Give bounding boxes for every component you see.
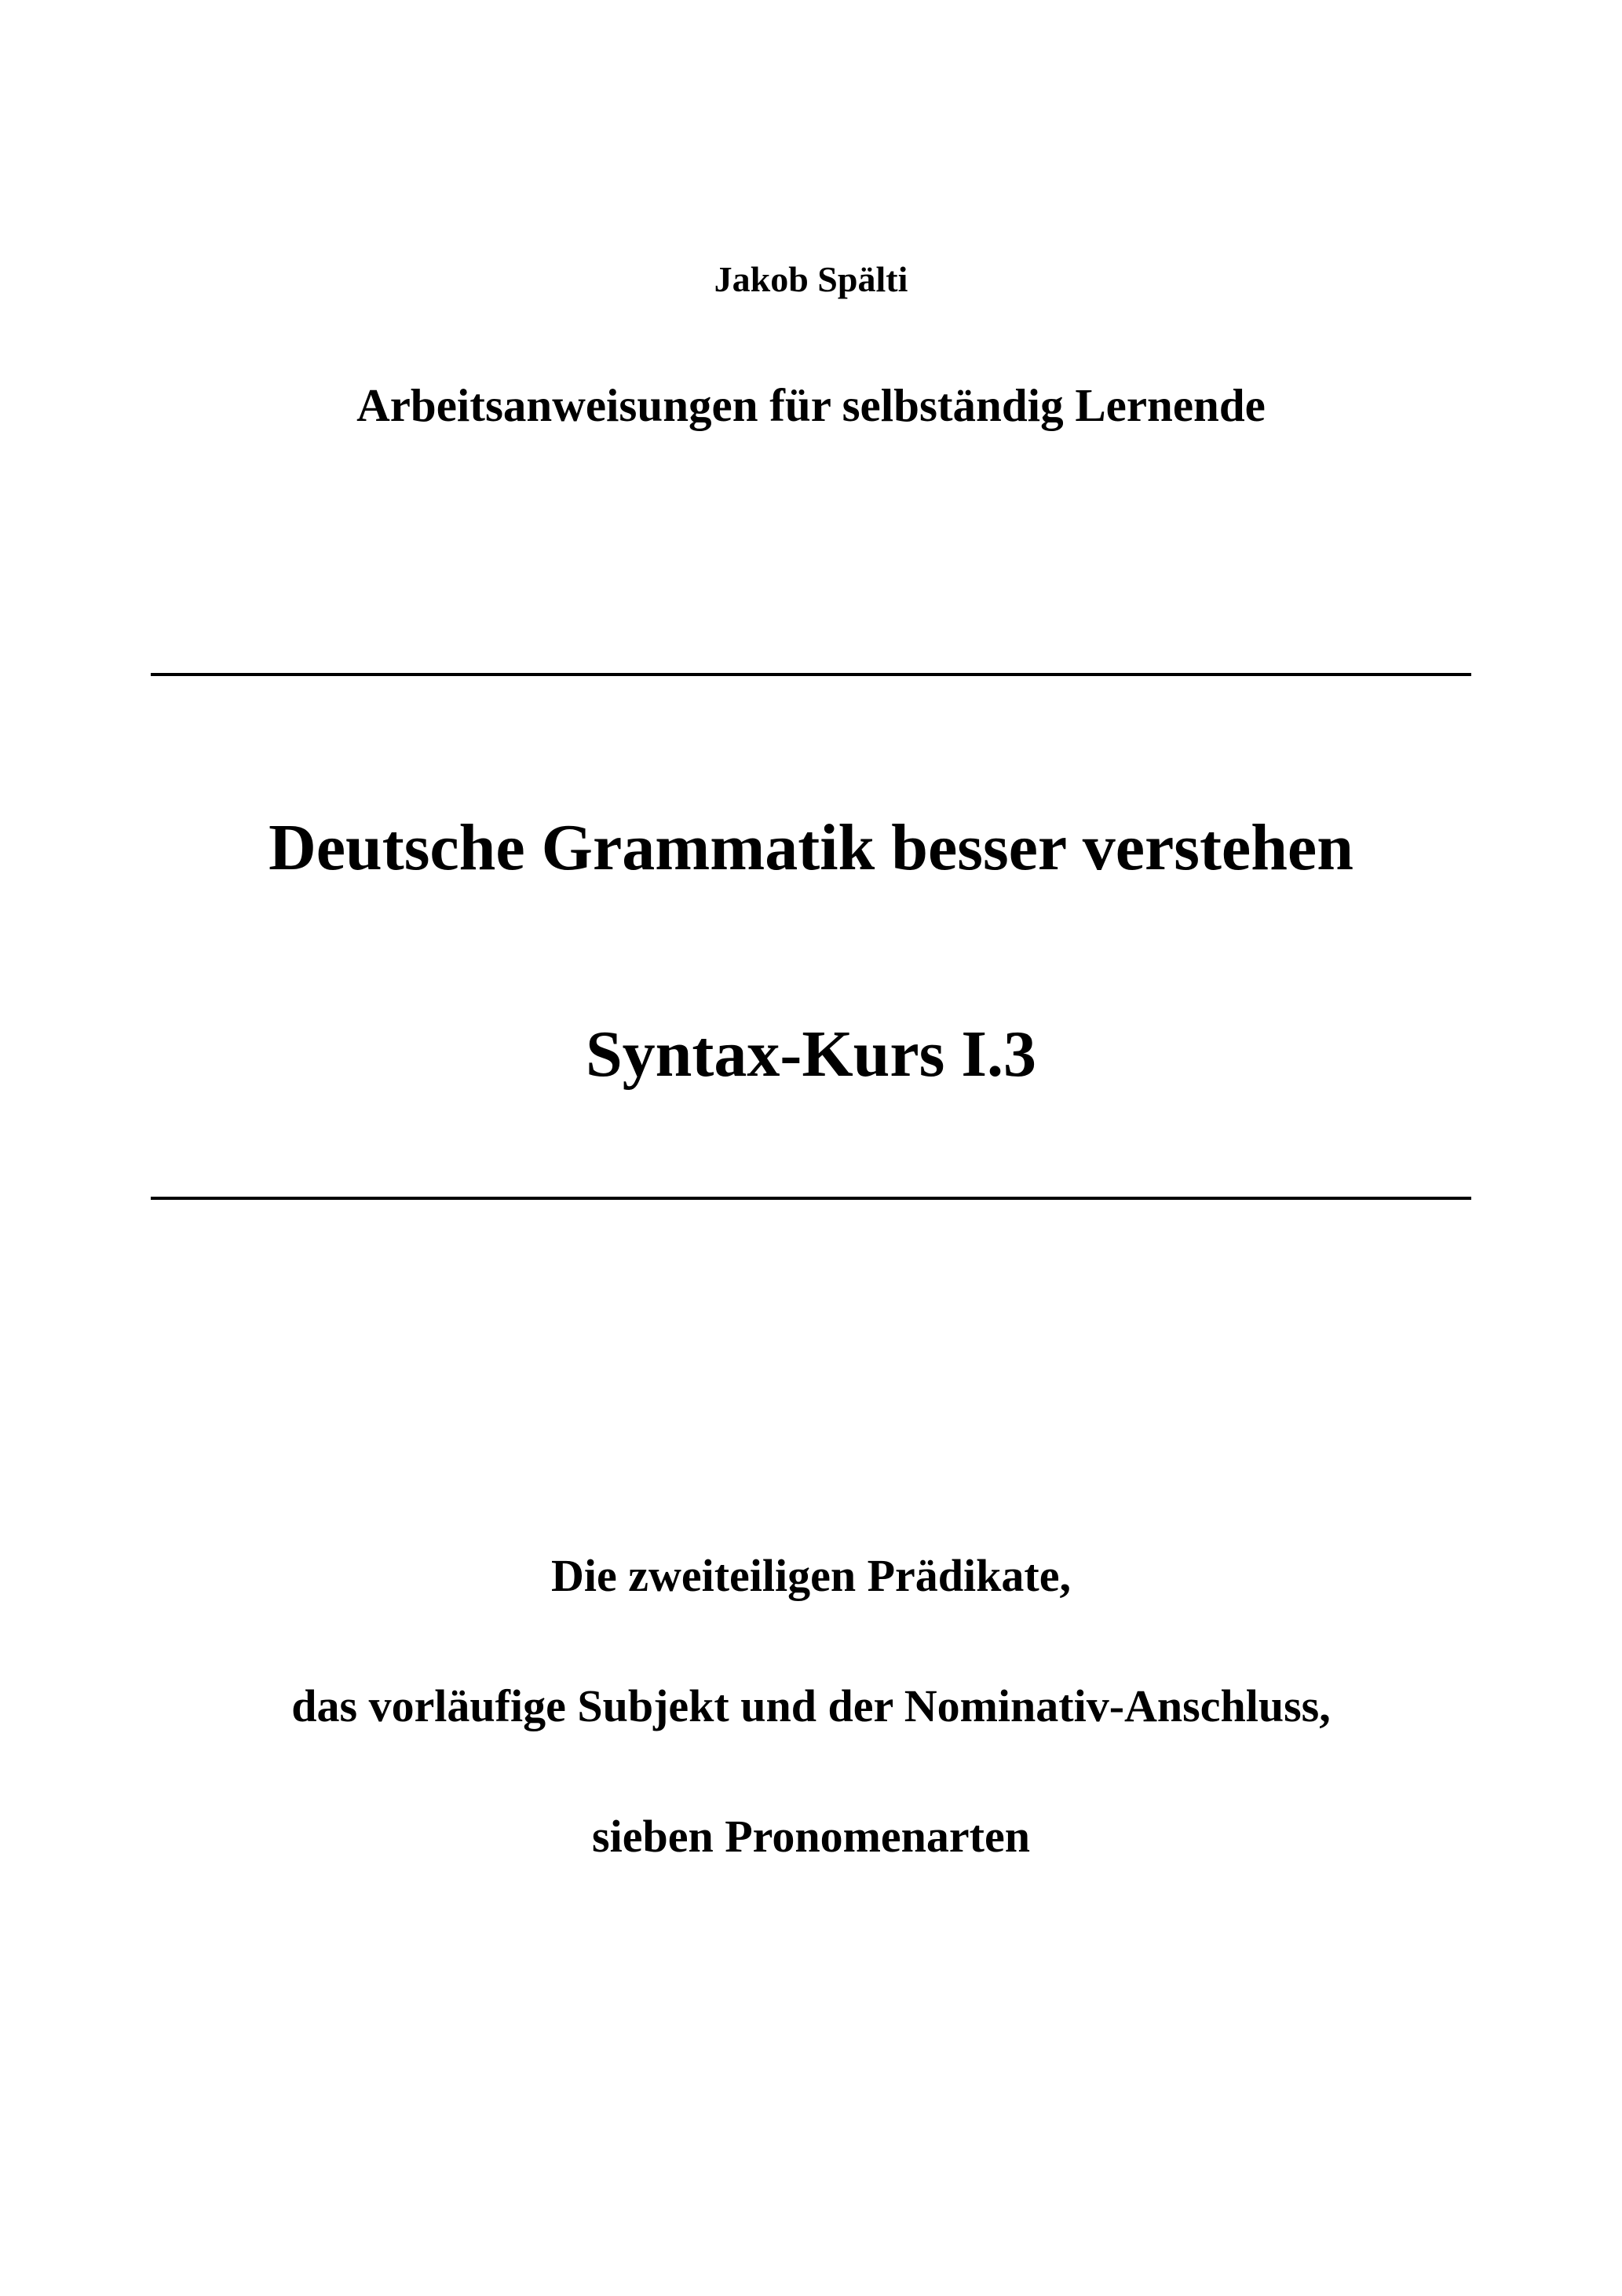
horizontal-rule-bottom bbox=[151, 1197, 1471, 1200]
course-title: Syntax-Kurs I.3 bbox=[585, 1018, 1037, 1091]
subtitle-line-1: Die zweiteiligen Prädikate, bbox=[551, 1550, 1071, 1601]
author-name: Jakob Spälti bbox=[714, 259, 908, 299]
series-title: Arbeitsanweisungen für selbständig Lernende bbox=[356, 379, 1266, 431]
horizontal-rule-top bbox=[151, 673, 1471, 676]
subtitle-block bbox=[0, 1478, 1622, 1934]
subtitle-line-3: sieben Pronomenarten bbox=[592, 1811, 1030, 1862]
subtitle-line-2: das vorläufige Subjekt und der Nominativ-Anschluss, bbox=[291, 1680, 1331, 1731]
main-title: Deutsche Grammatik besser verstehen bbox=[269, 811, 1353, 884]
